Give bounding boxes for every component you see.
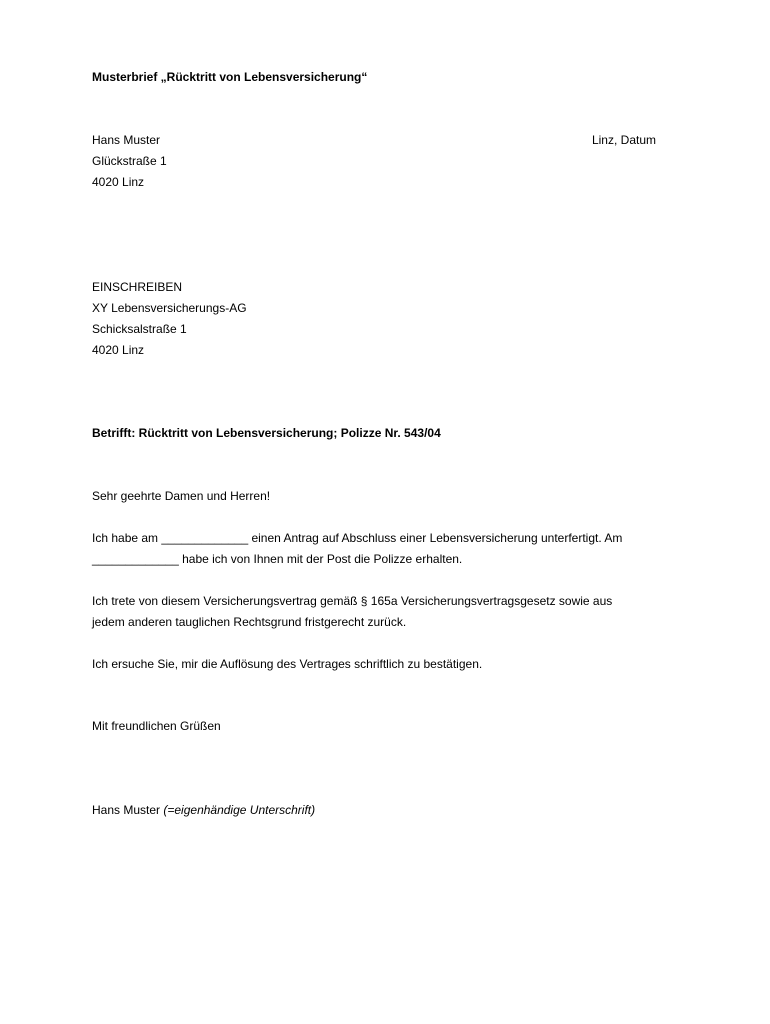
signature-note: (=eigenhändige Unterschrift) <box>163 803 316 817</box>
document-title: Musterbrief „Rücktritt von Lebensversicherung“ <box>92 70 368 84</box>
recipient-notice: EINSCHREIBEN <box>92 280 183 294</box>
sender-street: Glückstraße 1 <box>92 154 167 168</box>
paragraph-3: Ich ersuche Sie, mir die Auflösung des Vertrages schriftlich zu bestätigen. <box>92 657 483 671</box>
recipient-company: XY Lebensversicherungs-AG <box>92 301 247 315</box>
recipient-city: 4020 Linz <box>92 343 145 357</box>
paragraph-1-line-1: Ich habe am _____________ einen Antrag auf Abschluss einer Lebensversicherung unterfertigt. Am <box>92 531 623 545</box>
subject-line: Betrifft: Rücktritt von Lebensversicherung; Polizze Nr. 543/04 <box>92 426 441 440</box>
sender-name: Hans Muster <box>92 133 161 147</box>
salutation: Sehr geehrte Damen und Herren! <box>92 489 271 503</box>
closing: Mit freundlichen Grüßen <box>92 719 221 733</box>
sender-city: 4020 Linz <box>92 175 145 189</box>
place-date: Linz, Datum <box>591 133 656 147</box>
paragraph-1-line-2: _____________ habe ich von Ihnen mit der Post die Polizze erhalten. <box>92 552 463 566</box>
recipient-street: Schicksalstraße 1 <box>92 322 187 336</box>
paragraph-2-line-2: jedem anderen tauglichen Rechtsgrund fristgerecht zurück. <box>92 615 407 629</box>
signature-line <box>92 803 315 817</box>
paragraph-2-line-1: Ich trete von diesem Versicherungsvertrag gemäß § 165a Versicherungsvertragsgesetz sowie aus <box>92 594 613 608</box>
signature-name: Hans Muster <box>92 803 161 817</box>
